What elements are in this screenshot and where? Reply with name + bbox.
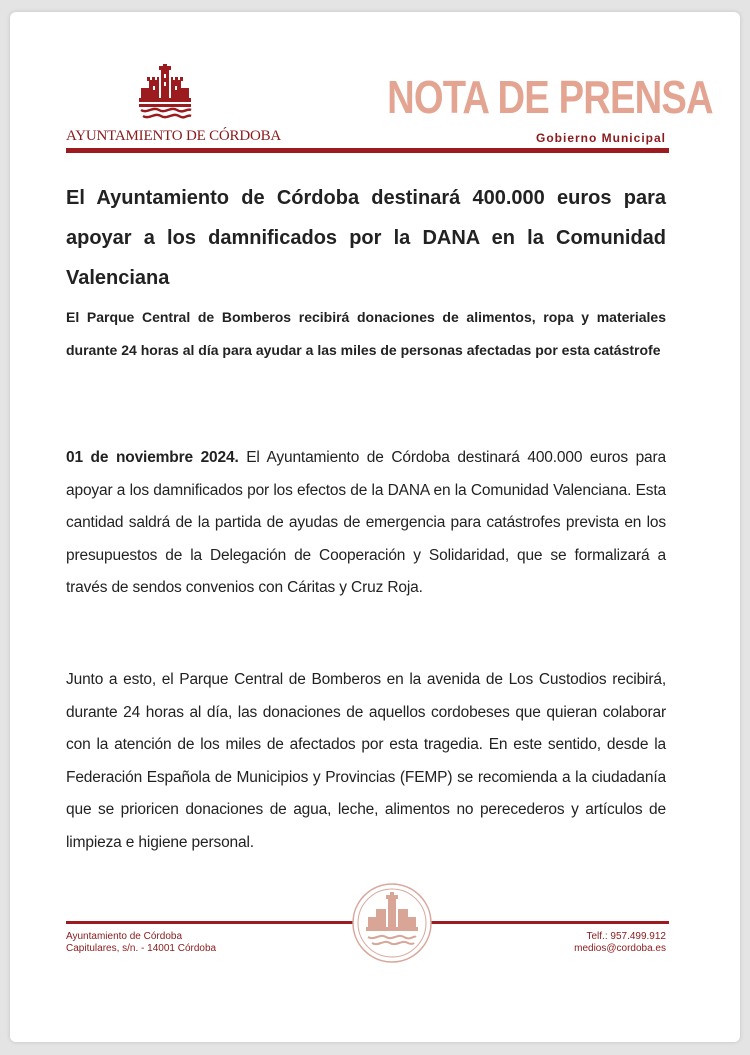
headline: El Ayuntamiento de Córdoba destinará 400.000 euros para apoyar a los damnificados por la DANA en la Comunidad Valenciana <box>66 187 666 289</box>
footer-address <box>66 931 216 955</box>
body-paragraph-2: Junto a esto, el Parque Central de Bomberos en la avenida de Los Custodios recibirá, durante 24 horas al día, las donaciones de aquellos cordobeses que quieran colaborar con la atención de los miles de afectados por esta tragedia. En este sentido, desde la Federación Española de Municipios y Provincias (FEMP) se recomienda a la ciudadanía que se prioricen donaciones de agua, leche, alimentos no perecederos y artículos de limpieza e higiene personal. <box>66 671 666 851</box>
subheadline: El Parque Central de Bomberos recibirá donaciones de alimentos, ropa y materiales durante 24 horas al día para ayudar a las miles de personas afectadas por esta catástrofe <box>66 309 666 358</box>
city-crest-icon <box>135 64 195 122</box>
footer-address-line1: Ayuntamiento de Córdoba <box>66 931 183 942</box>
page-title: NOTA DE PRENSA <box>387 71 713 123</box>
subunit-label: Gobierno Municipal <box>535 131 666 145</box>
footer-address-line2: Capitulares, s/n. - 14001 Córdoba <box>66 943 217 954</box>
body-paragraph-1 <box>66 442 666 605</box>
release-date: 01 de noviembre 2024. <box>66 449 239 466</box>
header-divider <box>66 148 669 153</box>
org-name: AYUNTAMIENTO DE CÓRDOBA <box>66 128 282 144</box>
city-logo <box>66 64 282 154</box>
footer-phone: Telf.: 957.499.912 <box>586 931 666 942</box>
footer-email: medios@cordoba.es <box>574 943 666 954</box>
paragraph-1-text: El Ayuntamiento de Córdoba destinará 400.000 euros para apoyar a los damnificados por los efectos de la DANA en la Comunidad Valenciana. Esta cantidad saldrá de la partida de ayudas de emergencia para catástrofes prevista en los presupuestos de la Delegación de Cooperación y Solidaridad, que se formalizará a través de sendos convenios con Cáritas y Cruz Roja. <box>66 449 666 596</box>
municipal-seal-icon <box>350 881 434 965</box>
press-title-box <box>330 71 713 123</box>
footer-contact <box>520 931 666 955</box>
